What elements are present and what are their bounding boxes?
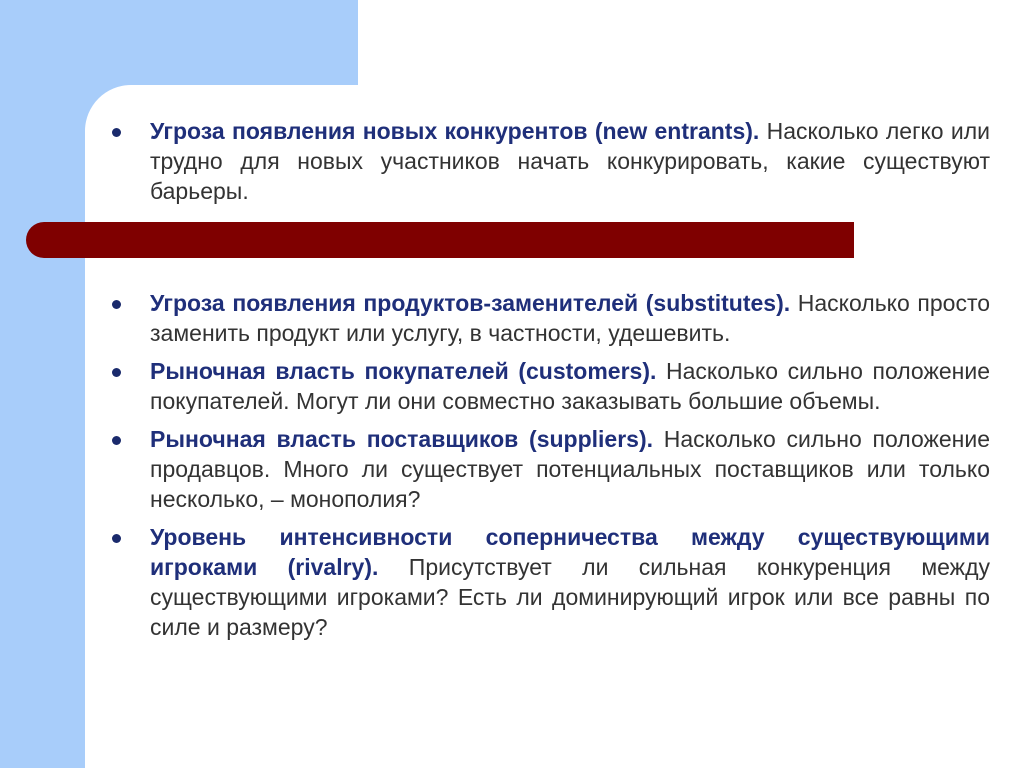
item-text: Насколько легко или трудно для новых участников начать конкурировать, какие существуют барьеры.: [150, 118, 990, 204]
list-item: [112, 288, 990, 348]
divider-bar: [26, 222, 854, 258]
list-item: [112, 522, 990, 642]
list-item: [112, 356, 990, 416]
bullet-list-top: [112, 116, 990, 214]
item-lead: Рыночная власть покупателей (customers).: [150, 358, 657, 384]
bullet-icon: [112, 436, 121, 445]
item-text: Насколько сильно положение покупателей. Могут ли они совместно заказывать большие объемы.: [150, 358, 990, 414]
item-text: Насколько сильно положение продавцов. Много ли существует потенциальных поставщиков или только несколько, – монополия?: [150, 426, 990, 512]
item-text: Насколько просто заменить продукт или услугу, в частности, удешевить.: [150, 290, 991, 346]
bullet-icon: [112, 128, 121, 137]
item-lead: Угроза появления продуктов-заменителей (substitutes).: [150, 290, 791, 316]
list-item: [112, 116, 990, 206]
bullet-icon: [112, 300, 121, 309]
item-lead: Рыночная власть поставщиков (suppliers).: [150, 426, 654, 452]
item-lead: Уровень интенсивности соперничества между существующими игроками (rivalry).: [150, 524, 990, 580]
bullet-icon: [112, 534, 121, 543]
bullet-list-bottom: [112, 288, 990, 650]
item-lead: Угроза появления новых конкурентов (new entrants).: [150, 118, 760, 144]
item-text: Присутствует ли сильная конкуренция между существующими игроками? Есть ли доминирующий игрок или все равны по силе и размеру?: [150, 554, 990, 640]
bullet-icon: [112, 368, 121, 377]
list-item: [112, 424, 990, 514]
